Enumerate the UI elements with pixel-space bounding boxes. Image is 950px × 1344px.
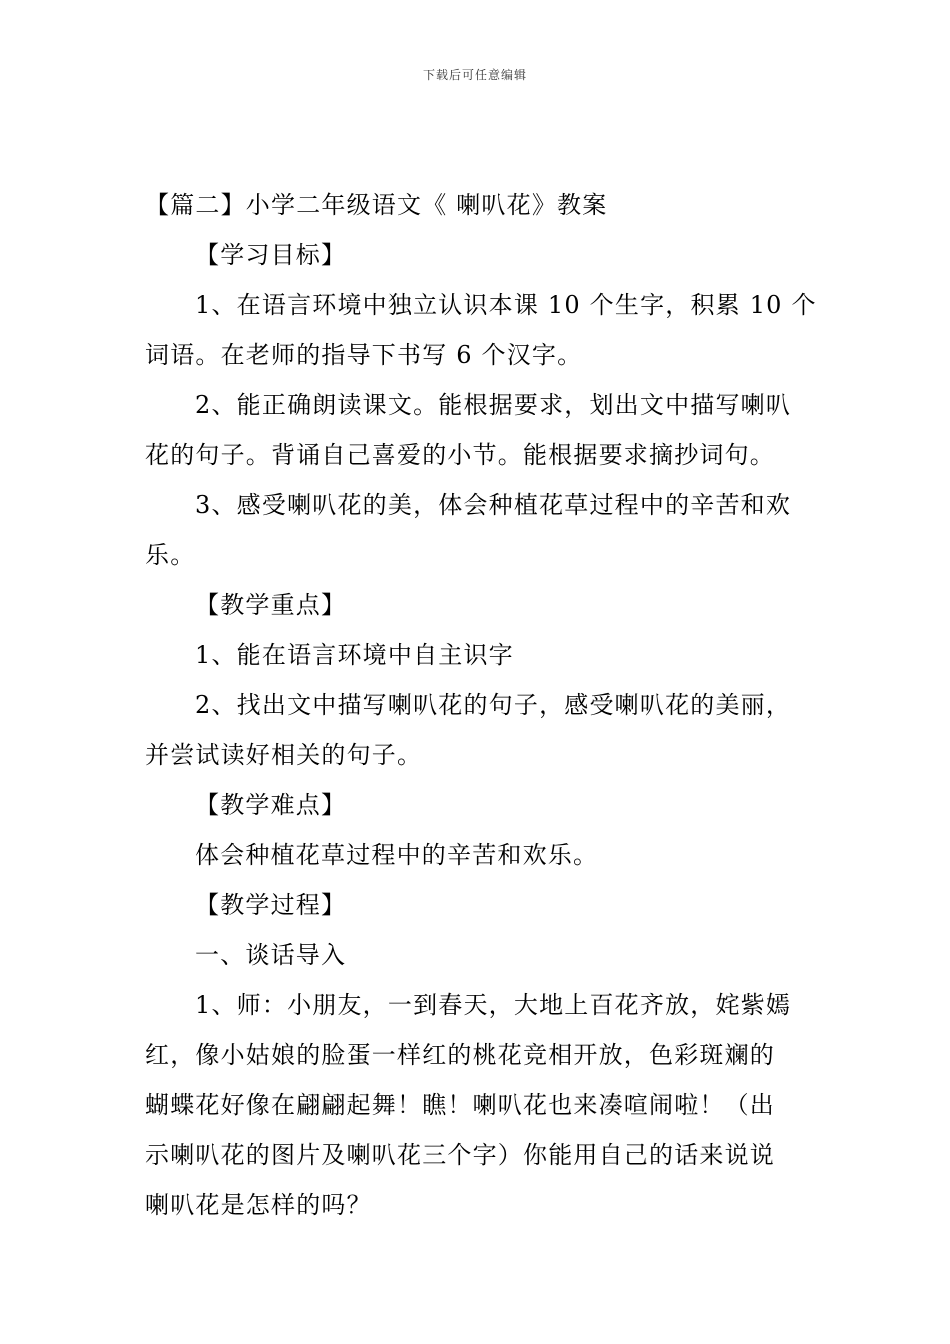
paragraph-line: 2、能正确朗读课文。能根据要求，划出文中描写喇叭 <box>195 391 792 419</box>
section-heading-difficulties: 【教学难点】 <box>195 791 347 819</box>
paragraph-line: 花的句子。背诵自己喜爱的小节。能根据要求摘抄词句。 <box>145 441 775 469</box>
paragraph-line: 1、师：小朋友，一到春天，大地上百花齐放，姹紫嫣 <box>195 991 792 1019</box>
paragraph-line: 喇叭花是怎样的吗？ <box>145 1191 372 1219</box>
section-heading-process: 【教学过程】 <box>195 891 347 919</box>
page-header-note: 下载后可任意编辑 <box>422 68 527 82</box>
paragraph-line: 示喇叭花的图片及喇叭花三个字）你能用自己的话来说说 <box>145 1141 775 1169</box>
paragraph-line: 2、找出文中描写喇叭花的句子，感受喇叭花的美丽， <box>195 691 792 719</box>
document-body <box>145 180 817 1230</box>
paragraph-line: 红，像小姑娘的脸蛋一样红的桃花竞相开放，色彩斑斓的 <box>145 1041 775 1069</box>
paragraph-line: 并尝试读好相关的句子。 <box>145 741 423 769</box>
document-title: 【篇二】小学二年级语文《 喇叭花》教案 <box>145 191 608 219</box>
paragraph-line: 体会种植花草过程中的辛苦和欢乐。 <box>195 841 599 869</box>
paragraph-line: 蝴蝶花好像在翩翩起舞！瞧！喇叭花也来凑喧闹啦！（出 <box>145 1091 775 1119</box>
paragraph-line: 词语。在老师的指导下书写 6 个汉字。 <box>145 341 583 369</box>
subsection-heading: 一、谈话导入 <box>195 941 347 969</box>
section-heading-key-points: 【教学重点】 <box>195 591 347 619</box>
paragraph-line: 1、在语言环境中独立认识本课 10 个生字，积累 10 个 <box>195 291 817 319</box>
paragraph-line: 1、能在语言环境中自主识字 <box>195 641 514 669</box>
paragraph-line: 乐。 <box>145 541 196 569</box>
section-heading-learning-goals: 【学习目标】 <box>195 241 347 269</box>
paragraph-line: 3、感受喇叭花的美，体会种植花草过程中的辛苦和欢 <box>195 491 792 519</box>
